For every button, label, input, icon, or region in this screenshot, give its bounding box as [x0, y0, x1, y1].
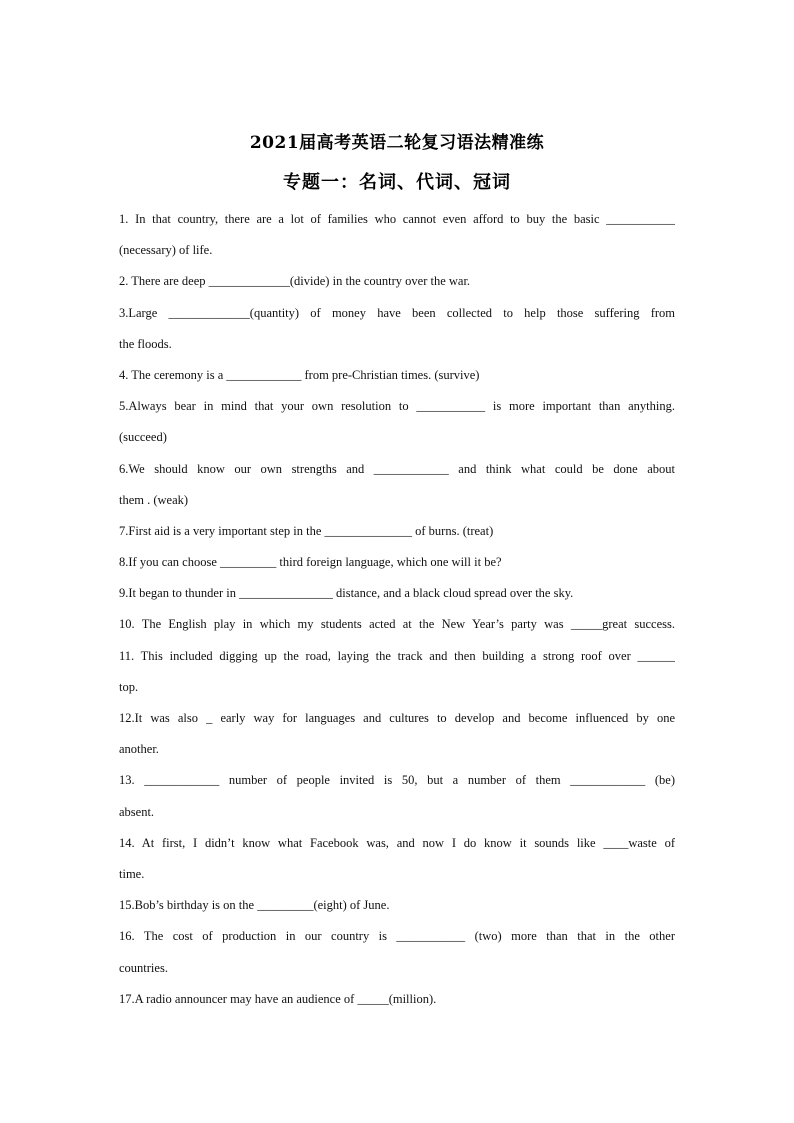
- question-6-line-2: them . (weak): [119, 492, 189, 507]
- question-list: [119, 204, 675, 1015]
- question-1-line-2: (necessary) of life.: [119, 243, 213, 258]
- question-14-line-2: time.: [119, 866, 145, 881]
- question-8: 8.If you can choose _________ third foreign language, which one will it be?: [119, 555, 502, 570]
- question-3-line-1: 3.Large _____________(quantity) of money have been collected to help those suffering from: [119, 305, 675, 320]
- question-9: 9.It began to thunder in _______________ distance, and a black cloud spread over the sky.: [119, 586, 574, 601]
- question-12-line-1: 12.It was also _ early way for languages and cultures to develop and become influenced by one: [119, 711, 675, 725]
- document-subtitle: 专题一：名词、代词、冠词: [283, 172, 511, 193]
- question-4: 4. The ceremony is a ____________ from pre-Christian times. (survive): [119, 367, 480, 382]
- question-1-line-1: 1. In that country, there are a lot of families who cannot even afford to buy the basic ___________: [119, 212, 675, 226]
- question-14-line-1: 14. At first, I didn’t know what Facebook was, and now I do know it sounds like ____waste of: [119, 835, 675, 850]
- question-6-line-1: 6.We should know our own strengths and ____________ and think what could be done about: [119, 461, 675, 476]
- question-17: 17.A radio announcer may have an audience of _____(million).: [119, 991, 437, 1006]
- question-10: 10. The English play in which my students acted at the New Year’s party was _____great success.: [119, 617, 675, 632]
- question-16-line-1: 16. The cost of production in our country is ___________ (two) more than that in the other: [119, 929, 675, 944]
- question-15: 15.Bob’s birthday is on the _________(eight) of June.: [119, 898, 390, 913]
- question-11-line-2: top.: [119, 679, 139, 694]
- question-13-line-2: absent.: [119, 804, 155, 819]
- question-2: 2. There are deep _____________(divide) in the country over the war.: [119, 274, 471, 289]
- question-5-line-2: (succeed): [119, 430, 167, 445]
- question-3-line-2: the floods.: [119, 336, 172, 351]
- question-11-line-1: 11. This included digging up the road, laying the track and then building a strong roof over ______: [119, 648, 675, 663]
- question-13-line-1: 13. ____________ number of people invited is 50, but a number of them ____________ (be): [119, 773, 675, 788]
- question-7: 7.First aid is a very important step in the ______________ of burns. (treat): [119, 523, 494, 538]
- question-12-line-2: another.: [119, 742, 159, 757]
- question-5-line-1: 5.Always bear in mind that your own resolution to ___________ is more important than anything.: [119, 399, 675, 414]
- question-16-line-2: countries.: [119, 960, 168, 975]
- document-title: 2021届高考英语二轮复习语法精准练: [249, 133, 545, 153]
